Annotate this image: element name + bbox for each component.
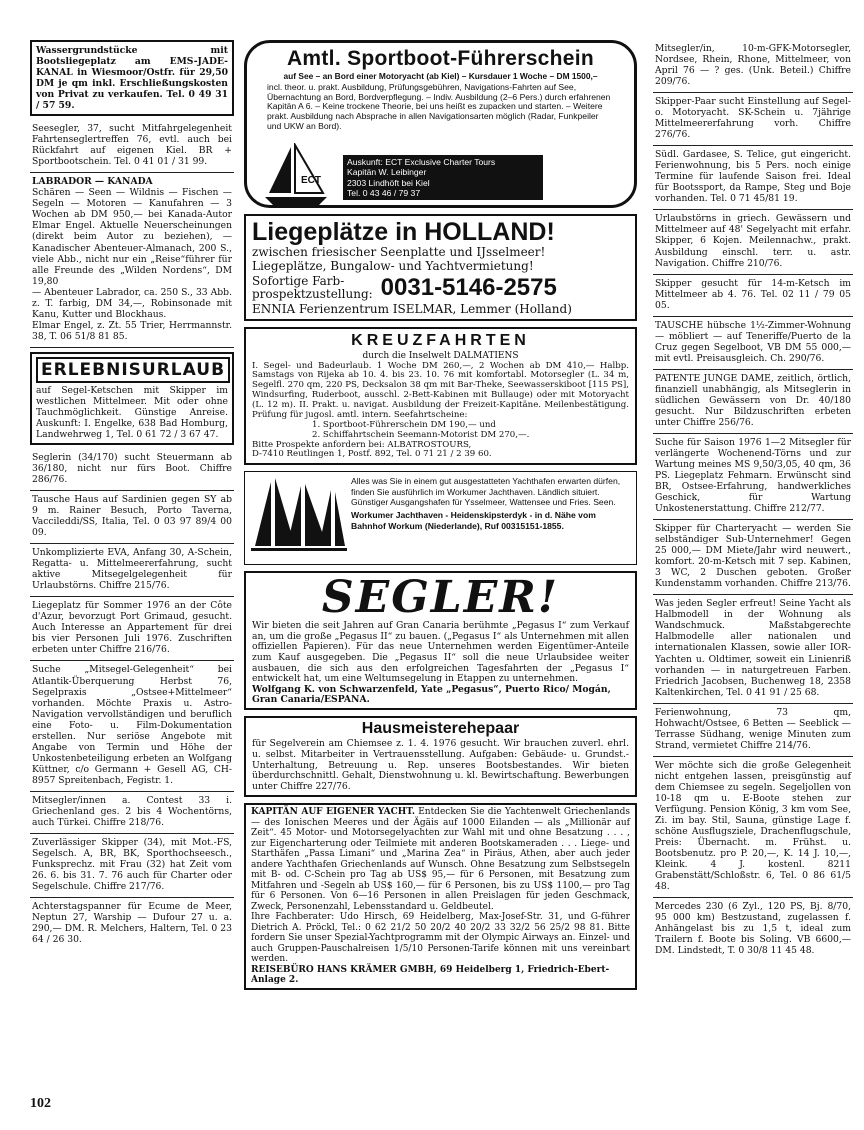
sails-illustration [251,476,351,560]
ad-text: Mercedes 230 (6 Zyl., 120 PS, Bj. 8/70, 95 000 km) Bestzustand, zugelassen f. Anhängelast bis zu 1,5 t, ideal zum Trailern f. Boote bis Soling. VB 6600,— DM. Lindstedt, T. 0 30/8 11 45 48. [655,901,851,957]
ad-text: zwischen friesischer Seenplatte und IJsselmeer! [252,245,546,260]
classified-ad [653,595,853,703]
ad-text: REISEBÜRO HANS KRÄMER GMBH, 69 Heidelberg 1, Friedrich-Ebert-Anlage 2. [251,964,610,986]
classified-ad [653,898,853,961]
classified-ad [30,792,234,834]
ad-text: Workumer Jachthaven - Heidenskipsterdyk - in d. Nähe vom Bahnhof Workum (Niederlande), Ruf 00315151-1855. [351,510,596,531]
classified-ad [30,544,234,597]
middle-column [244,40,637,990]
classified-ad [653,210,853,274]
classified-ad [653,434,853,520]
right-column [653,40,853,961]
ad-text: Bitte Prospekte anfordern bei: ALBATROSTOURS, [252,439,472,450]
kreuzfahrten-ad [244,327,637,465]
classified-ad-boxed [30,352,234,445]
ad-subheading: durch die Inselwelt DALMATIENS [362,350,519,361]
ad-text: Suche „Mitsegel-Gelegenheit“ bei Atlantik-Überquerung Herbst 76, Segelpraxis „Ostsee+Mittelmeer“ vorhanden. Möchte Praxis u. Astro-Navigation vervollständigen und beruflich eine Foto- u. Film-Dokumentation erstellen. Nur seriöse Angebote mit Angabe von Termin und Höhe der Unkostenbeteiligung erbeten an Wolfgang Küttner, c/o Germann + Gesell AG, CH-8957 Spreitenbach, Fegistr. 1. [32,664,232,786]
ad-text: Seesegler, 37, sucht Mitfahrgelegenheit Fahrtenseglertreffen 76, evtl. auch bei Rückfahrt auf eigenen Kiel. BR + Sportbootschein. Tel. 0 41 01 / 31 99. [32,123,232,168]
sportboot-ad [244,40,637,208]
holland-ad [244,214,637,321]
ad-heading: Hausmeisterehepaar [361,719,520,737]
ad-text: Seglerin (34/170) sucht Steuermann ab 36/180, nicht nur fürs Boot. Chiffre 286/76. [32,451,232,486]
classified-ad [30,661,234,791]
contact-line: 2303 Lindhöft bei Kiel [347,177,430,188]
classified-ad [653,146,853,210]
ad-text: Skipper-Paar sucht Einstellung auf Segel- o. Motoryacht. SK-Schein u. 7jährige Mittelmeererfahrung vorh. Chiffre 276/76. [655,96,851,141]
ad-text: 2. Schiffahrtschein Seemann-Motorist DM 270,—. [312,429,530,440]
classified-ad [30,898,234,950]
ad-text: prospektzustellung: [252,286,373,301]
phone-label [252,275,373,300]
ad-heading: SEGLER! [321,572,560,624]
ad-text: Entdecken Sie die Yachtenwelt Griechenlands — des Ionischen Meeres und der Ägäis auf 1000 Eilanden — als „Millionär auf Zeit“. 45 Motor- und Motorsegelyachten zur Wahl mit und ohne Besatzung . . . , zur Eigencharterung oder Teilmiete mit anderen Bootskameraden . . . Liege- und Starthäfen „Passa Limani“ und „Marina Zea“ in Piräus, Athen, aber auch jeder andere Yachthafen Griechenlands auf Wunsch. Ohne Besatzung zum Selbstsegeln mit B- od. C-Schein pro Tag ab US$ 95,— für 6 Personen, mit Besatzung zum Mitfahren und -Segeln ab US$ 160,— für 6 Personen, bis zu US$ 1100,— pro Tag für 6 Personen. Von 6—16 Personen in allen Preislagen für jeden Geschmack, Zweck, Personenzahl, Lebensstandard u. Geldbeutel. [251,807,630,912]
ad-text: Achterstagspanner für Ecume de Meer, Neptun 27, Warship — Dufour 27 u. a. 290,— DM. R. Melchers, Haltern, Tel. 0 23 64 / 26 30. [32,901,232,946]
ad-heading: ERLEBNISURLAUB [36,357,230,383]
ad-text: Wer möchte sich die große Gelegenheit nicht entgehen lassen, preisgünstig auf dem Chiemsee zu segeln. Segeljollen von 10-18 qm u. E-Boote stehen zur Verfügung. Pension König, 3 km vom See, Zi. im bay. Stil, Sauna, günstige Lage f. schöne Ausflugsziele, Drachenflugschule, Preis: Übernacht. m. Frühst. u. Bootsbenutz. pro P. 20,—, K. 14 J. 10,—, Kleink. 4 J. kostenl. 8211 Grabenstätt/Schloßstr. 6, Tel. 0 86 61/5 48. [655,759,851,893]
ad-heading: LABRADOR — KANADA [32,176,153,188]
contact-line: Tel. 0 43 46 / 79 37 [347,187,421,198]
ad-text: Südl. Gardasee, S. Telice, gut eingericht. Ferienwohnung, bis 5 Pers. noch einige Termine für laufende Saison frei. Ideal für Bootssport, da Rampe, Steg und Boje vorhanden. Tel. 0 71 45/81 19. [655,149,851,205]
left-column [30,40,234,950]
ad-text: Ferienwohnung, 73 qm, Hohwacht/Ostsee, 6 Betten — Seeblick — Terrasse Südhang, wenige Minuten zum Strand, vermietet Chiffre 214/76. [655,706,851,751]
classified-ad [653,704,853,757]
sailboats-icon [251,476,347,556]
ad-text: Zuverlässiger Skipper (34), mit Mot.-FS, Segelsch. A, BR, BK, Sporthochseesch., Funksprechz. mit Frau (32) hat Zeit vom 26. 6. bis 31. 7. 76 auch für Charter oder Segelschule. Chiffre 217/76. [32,836,232,893]
ad-text: Elmar Engel, z. Zt. 55 Trier, Herrmannstr. 38, T. 06 51/8 81 85. [32,319,232,342]
classified-ad [653,757,853,898]
ad-text: Skipper gesucht für 14-m-Ketsch im Mittelmeer ab 4. 76. Tel. 02 11 / 79 05 05. [655,277,851,311]
ad-text: Sofortige Farb- [252,274,345,289]
ad-text: für Segelverein am Chiemsee z. 1. 4. 1976 gesucht. Wir brauchen zuverl. ehrl. u. selbst. Mitarbeiter in Vertrauensstellung. Aufgaben: Gebäude- u. Grundst.-Unterhaltung, Betreuung u. Rep. unseres Bootsbestandes. Wir bieten überdurchschnittl. Gehalt, Dienstwohnung u. kl. Bewirtschaftung. Bewerbungen unter Chiffre 227/76. [252,737,629,793]
ad-text: auf Segel-Ketschen mit Skipper im westlichen Mittelmeer. Mit oder ohne Tauchmöglichkeit. Günstige Anreise. Auskunft: I. Engelke, 638 Bad Homburg, Landwehrweg 1, Tel. 0 61 72 / 3 67 47. [36,384,228,440]
ad-text: Schären — Seen — Wildnis — Fischen — Segeln — Motoren — Kanufahren — 3 Wochen ab DM 950,— bei Kanada-Autor Elmar Engel. Aktuelle Neuerscheinungen (direkt beim Autor zu beziehen), — Kanadischer Abenteuer-Almanach, 200 S., viele Abb., nicht nur ein „Reise“führer für alle Freunde des „Wilden Nordens“, DM 19,80 [32,187,232,287]
ad-heading: KREUZFAHRTEN [351,332,530,350]
kapitaen-ad [244,803,637,990]
ad-text: D-7410 Reutlingen 1, Postf. 892, Tel. 0 71 21 / 2 39 60. [252,449,492,460]
ad-text: Was jeden Segler erfreut! Seine Yacht als Halbmodell in der Wohnung als Wandschmuck. Maßstabgerechte Halbmodelle aller nationalen und internationalen Klassen, sowie aller IOR-Yachten u. Oldtimer, soweit ein Linienriß vorhanden — in naturgetreuen Farben. Friedrich Jacobsen, Buchenweg 18, 2358 Kaltenkirchen, Tel. 0 41 91 / 25 68. [655,598,851,698]
classified-ad [653,93,853,146]
ect-logo [261,143,333,207]
sailboat-icon [261,143,333,207]
ad-text: I. Segel- und Badeurlaub. 1 Woche DM 260,—, 2 Wochen ab DM 410,— Halbp. Samstags von Rijeka ab 10. 4. bis 23. 10. 76 mit komfortabl. Motorsegler (L. 34 m, Segelfl. 270 qm, 220 PS, Decksalon 38 qm mit Bar-Theke, Seewasserskiboot [115 PS], Windsurfing, Ruderboot, ausschl. 2-Bett-Kabinen mit Bullauge) oder mit Motoryacht (L. 12 m). II. Prakt. u. navigat. Ausbildung der Freizeit-Kapitäne. Meilenbestätigung. Prüfung für jugosl. amtl. intern. Seefahrtscheine: [252,360,629,420]
ad-subheading: auf See – an Bord einer Motoryacht (ab Kiel) – Kursdauer 1 Woche – DM 1500,– [283,70,598,81]
phone-row [252,274,629,302]
classified-ad [30,491,234,544]
ad-heading: KAPITÄN AUF EIGENER YACHT. [251,807,415,818]
ad-text: Ihre Fachberater: Udo Hirsch, 69 Heidelberg, Max-Josef-Str. 31, und G-führer Dietrich A. Pröckl, Tel.: 0 62 21/2 50 20/2 40 20/2 33 32/2 56 25/2 98 81. Bitte fordern Sie unser Spezial-Yachtprogramm mit der Olympic Airways an. Einzel- und auch Gruppen-Pauschalreisen 1/5/10 Personen-Tarife können mit uns vereinbart werden. [251,912,630,965]
ad-text: Suche für Saison 1976 1—2 Mitsegler für verlängerte Wochenend-Törns und zur Wartung meines MS 9,50/3,05, 40 qm, 36 PS. Liegeplatz Fehmarn. Erwünscht sind BR, Ostsee-Erfahrung, handwerkliches Geschick, für Wartung Unkostenerstattung. Chiffre 212/77. [655,436,851,515]
ad-text: Mitsegler/in, 10-m-GFK-Motorsegler, Nordsee, Rhein, Rhone, Mittelmeer, von April 76 — ? ges. (Unk. Beteil.) Chiffre 209/76. [655,43,851,88]
classified-ad [653,520,853,595]
ad-text: TAUSCHE hübsche 1½-Zimmer-Wohnung — möbliert — auf Teneriffe/Puerto de la Cruz gegen Segelboot, VB DM 55 000,— mit evtl. Preisausgleich. Ch. 290/76. [655,319,851,364]
ad-text: Liegeplätze, Bungalow- und Yachtvermietung! [252,259,534,274]
ad-text: Liegeplatz für Sommer 1976 an der Côte d'Azur, bevorzugt Port Grimaud, gesucht. Auch Interesse an Appartement für drei bis vier Personen Juli 1976. Zuschriften erbeten unter Chiffre 216/76. [32,600,232,656]
phone-number: 0031-5146-2575 [380,273,557,301]
classified-ad [30,834,234,898]
classified-ad [30,40,234,116]
ad-text: — Abenteuer Labrador, ca. 250 S., 33 Abb. z. T. farbig, DM 34,—, Robinsonade mit Kanu, Kutter und Blockhaus. [32,286,232,320]
ad-heading: Liegeplätze in HOLLAND! [252,218,555,246]
classified-ad [653,275,853,317]
classified-ad [30,597,234,661]
ad-text: 1. Sportboot-Führerschein DM 190,— und [312,419,496,430]
hausmeister-ad [244,716,637,797]
ad-text: Wassergrundstücke mit Bootsliegeplatz am EMS-JADE-KANAL in Wiesmoor/Ostfr. für 29,50 DM je qm inkl. Erschließungskosten von Privat zu verkaufen. Tel. 0 49 31 / 57 59. [36,45,228,112]
ad-text: Skipper für Charteryacht — werden Sie selbständiger Sub-Unternehmer! Gegen 25 000,— DM Miete/Jahr wird neuwert., komfort. 20-m-Ketsch mit 7 sep. Kabinen, 3 WC, 2 Duschen geboten. Großer Kundenstamm vorhanden. Chiffre 213/76. [655,523,851,590]
ad-text: Urlaubstörns in griech. Gewässern und Mittelmeer auf 48' Segelyacht mit erfahr. Skipper, 6 Kojen. Meilennachw., prakt. Ausbildung einschl. terr. u. astr. Navigation. Chiffre 210/76. [655,213,851,269]
ad-text: Unkomplizierte EVA, Anfang 30, A-Schein, Regatta- u. Mittelmeererfahrung, sucht aktive Mitsegelgelegenheit für Urlaubstörns. Chiffre 215/76. [32,547,232,592]
ad-text: incl. theor. u. prakt. Ausbildung, Prüfungsgebühren, Navigations-Fahrten auf See, Übernachtung an Bord, Bordverpflegung. – Indiv. Ausbildung (2–6 Pers.) durch erfahrenen Kapitän A 6. – Keine trockene Theorie, bei uns heißt es zupacken und starten. – Weitere prakt. Ausbildung nach Absprache in allen Navigationsarten möglich (Radar, Funkpeiler und UKW an Bord). [267,81,611,132]
segler-ad [244,571,637,710]
classified-ad [30,173,234,347]
ad-heading: Amtl. Sportboot-Führerschein [286,47,595,70]
contact-line: Auskunft: ECT Exclusive Charter Tours [347,157,496,167]
ad-text: Wir bieten die seit Jahren auf Gran Canaria berühmte „Pegasus I“ zum Verkauf an, um die große „Pegasus II“ zu bauen. („Pegasus I“ als Unternehmen mit allen offiziellen Papieren). Für das neue Unternehmen werden Eigentümer-Anteile zum Kauf ausgegeben. Die „Pegasus II“ soll die neue Urlaubsidee weiter ausbauen, die sich aus den erfolgreichen Tagesfahrten der „Pegasus I“ entwickelt hat, um eine Weltumsegelung in Etappen zu unternehmen. [252,620,629,685]
classified-ad [653,370,853,434]
classified-ad [30,120,234,173]
workum-ad [244,471,637,565]
ad-text: PATENTE JUNGE DAME, zeitlich, örtlich, finanziell unabhängig, als Mitseglerin in südlichen Gewässern von Dr. 40/180 gesucht. Nur Bildzuschriften erbeten unter Chiffre 256/76. [655,372,851,428]
contact-box [343,155,543,200]
classified-ad [30,449,234,491]
ad-signature: Wolfgang K. von Schwarzenfeld, Yate „Pegasus“, Puerto Rico/ Mogán, Gran Canaria/ESPANA. [252,683,611,706]
svg-text:ECT: ECT [301,175,321,186]
ad-text: ENNIA Ferienzentrum ISELMAR, Lemmer (Holland) [252,301,572,316]
ad-text: Tausche Haus auf Sardinien gegen SY ab 9 m. Rainer Besuch, Porto Taverna, Vaccileddi/SS, Italia, Tel. 0 03 97 89/4 00 09. [32,494,232,539]
contact-line: Kapitän W. Leibinger [347,167,427,178]
classified-ad [653,40,853,93]
ad-text: Mitsegler/innen a. Contest 33 i. Griechenland ges. 2 bis 4 Wochentörns, auch Türkei. Chiffre 218/76. [32,794,232,828]
classified-ad [653,317,853,370]
ad-text: Alles was Sie in einem gut ausgestatteten Yachthafen erwarten dürfen, finden Sie ausführlich im Workumer Jachthaven. Ländlich situiert. Günstiger Ausgangshafen für Ysselmeer, Wattensee und Fries. Seen. [351,476,621,507]
page-number: 102 [30,1096,51,1111]
